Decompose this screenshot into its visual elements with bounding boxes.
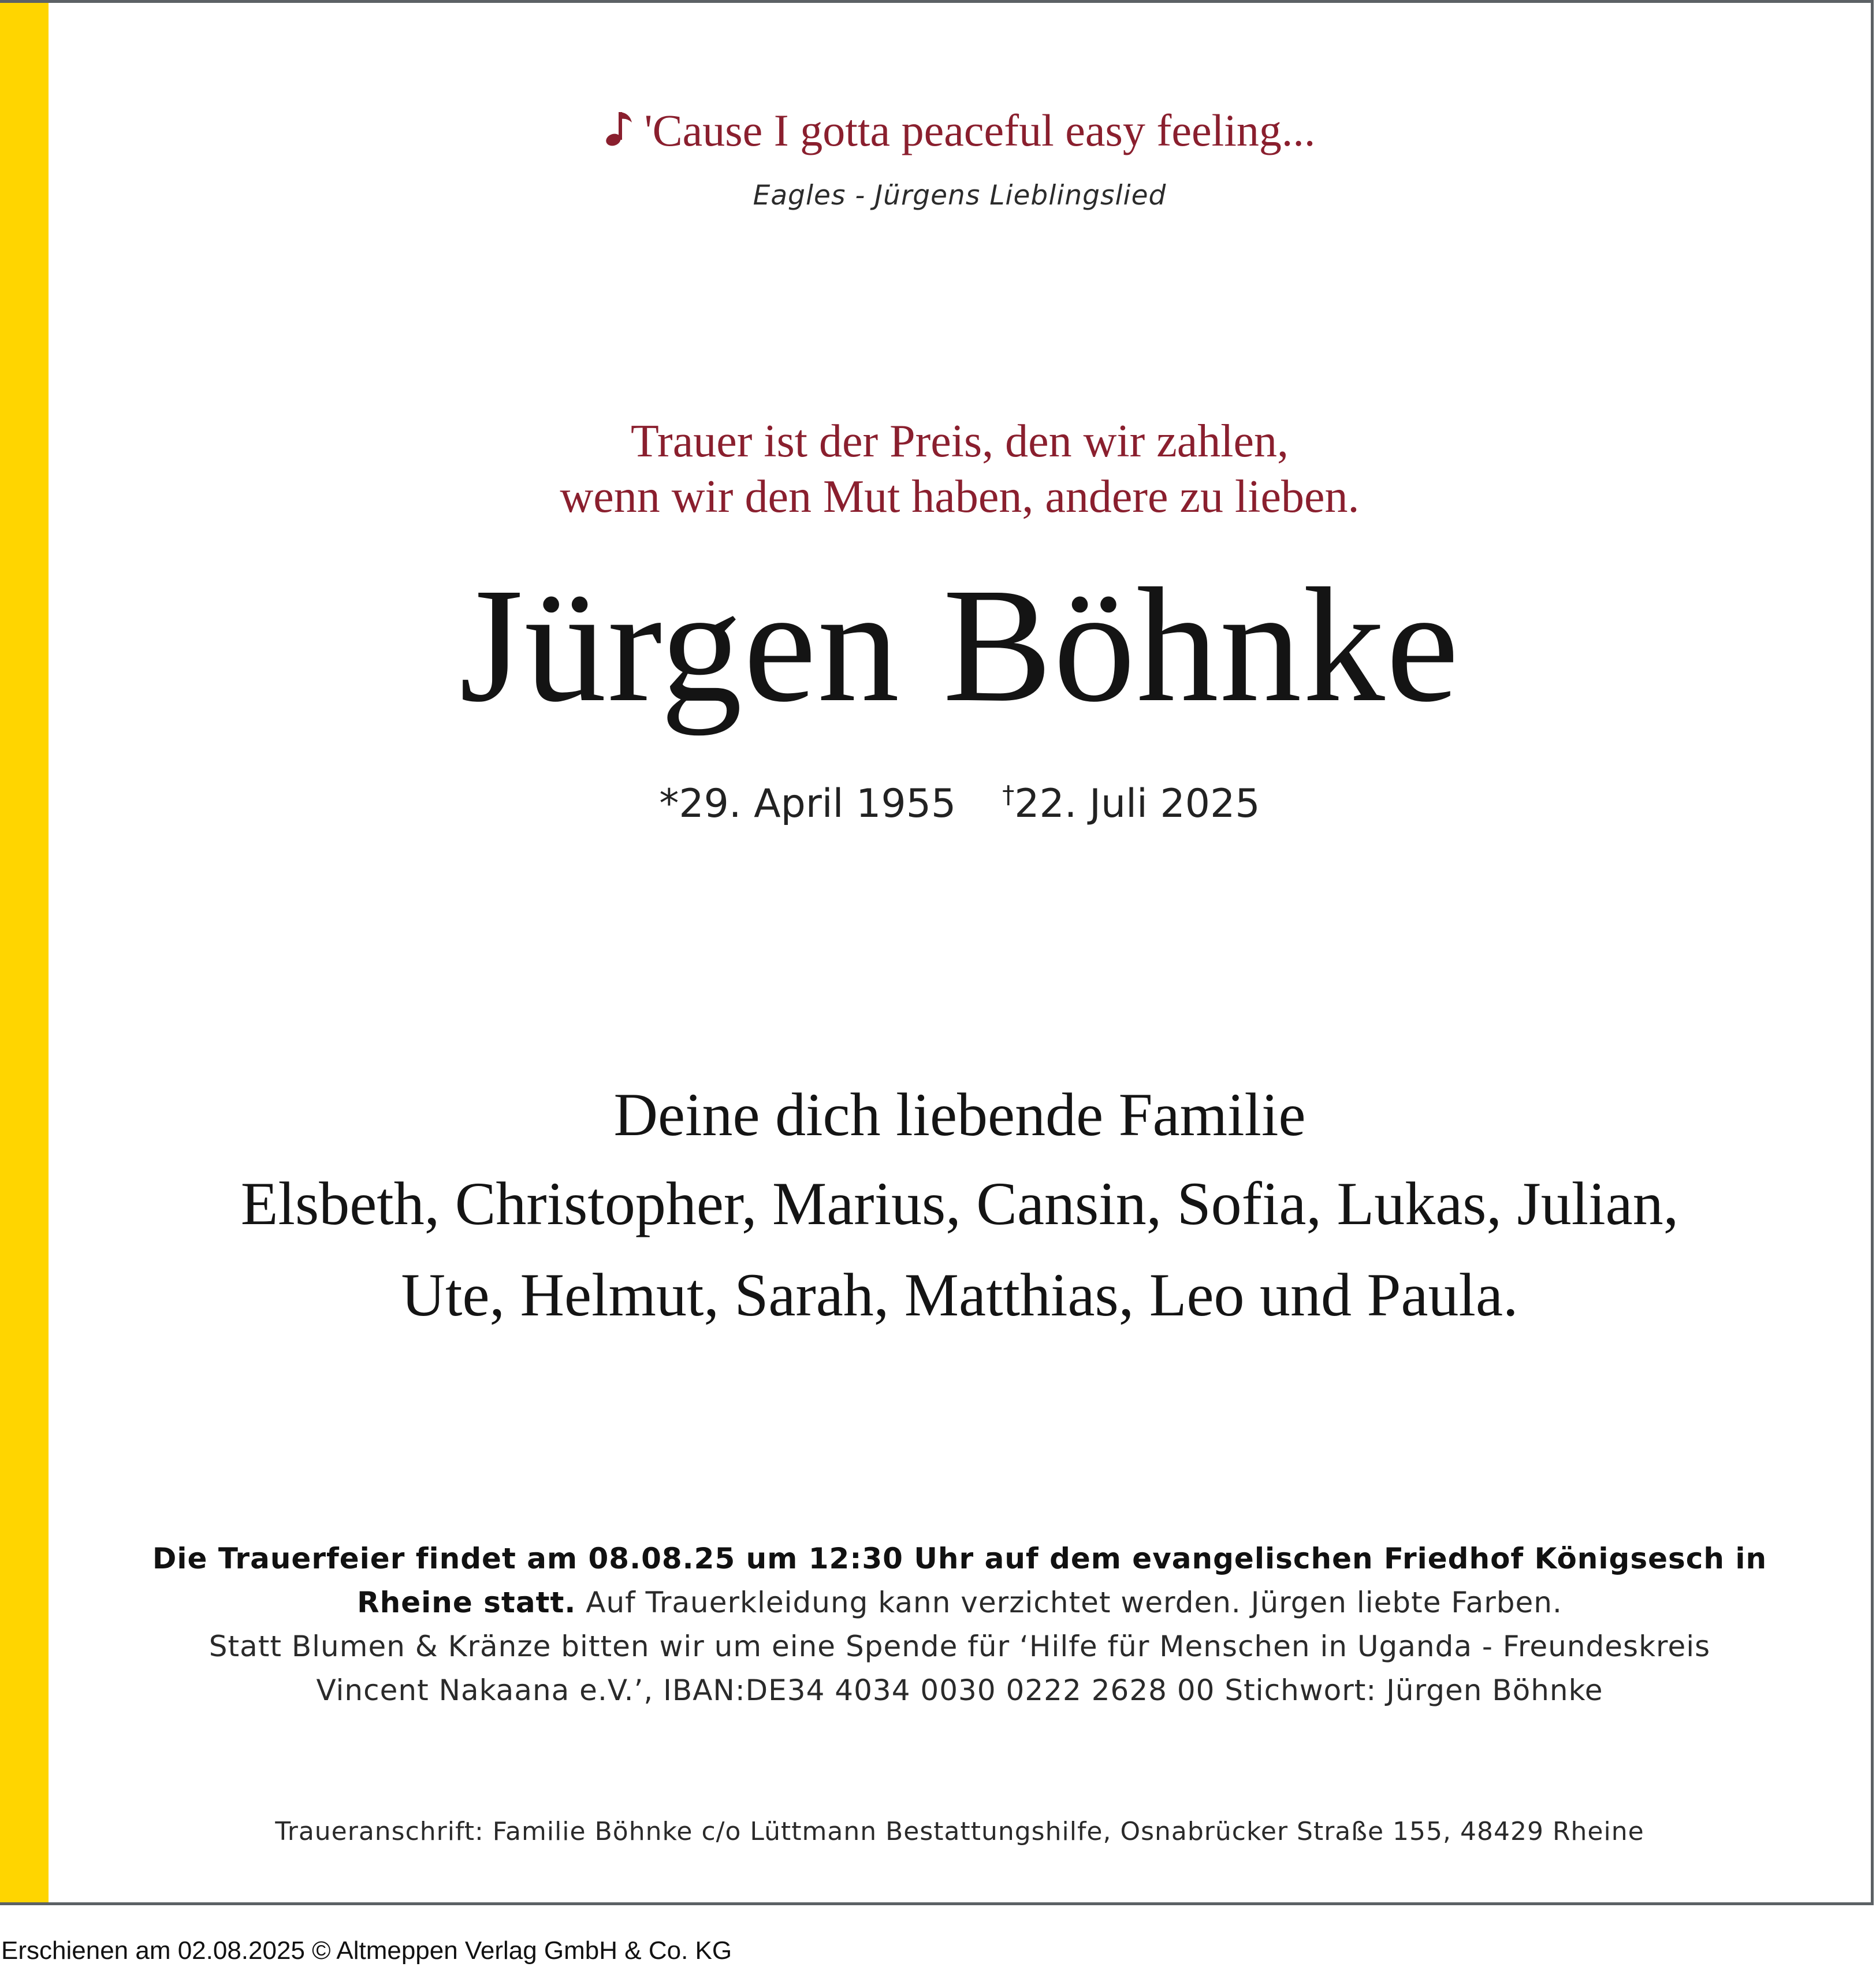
service-info-rest-2: Auf Trauerkleidung kann verzichtet werden. Jürgen liebte Farben. <box>576 1586 1562 1619</box>
service-info-line-2 <box>49 1586 1871 1619</box>
song-lyric-text: 'Cause I gotta peaceful easy feeling... <box>644 105 1316 155</box>
family-names-line-2: Ute, Helmut, Sarah, Matthias, Leo und Paula. <box>401 1261 1518 1329</box>
birth-date: 29. April 1955 <box>679 781 956 827</box>
donation-info-line-2: Vincent Nakaana e.V.’, IBAN:DE34 4034 0030 0222 2628 00 Stichwort: Jürgen Böhnke <box>316 1674 1603 1707</box>
death-symbol: † <box>1002 780 1015 809</box>
family-names-line-1: Elsbeth, Christopher, Marius, Cansin, Sofia, Lukas, Julian, <box>240 1170 1679 1237</box>
donation-info-line-1: Statt Blumen & Kränze bitten wir um eine Spende für ‘Hilfe für Menschen in Uganda - Freundeskreis <box>209 1630 1711 1663</box>
song-attribution: Eagles - Jürgens Lieblingslied <box>753 180 1167 211</box>
song-lyric <box>49 105 1871 157</box>
quote-line-2: wenn wir den Mut haben, andere zu lieben. <box>560 471 1360 522</box>
life-dates <box>49 780 1871 827</box>
service-info-bold-1: Die Trauerfeier findet am 08.08.25 um 12:30 Uhr auf dem evangelischen Friedhof Königsesch in <box>152 1542 1767 1575</box>
yellow-accent-bar <box>0 3 49 1902</box>
publication-footer: Erschienen am 02.08.2025 © Altmeppen Verlag GmbH & Co. KG <box>1 1936 732 1965</box>
service-info-line-1 <box>49 1542 1871 1575</box>
service-info-bold-2: Rheine statt. <box>357 1586 576 1619</box>
mourning-address: Traueranschrift: Familie Böhnke c/o Lüttmann Bestattungshilfe, Osnabrücker Straße 155, 48429 Rheine <box>275 1817 1644 1846</box>
quote-line-1: Trauer ist der Preis, den wir zahlen, <box>631 416 1289 467</box>
family-heading: Deine dich liebende Familie <box>613 1081 1306 1148</box>
death-date: 22. Juli 2025 <box>1014 781 1260 827</box>
birth-symbol: * <box>659 781 679 827</box>
deceased-name: Jürgen Böhnke <box>459 555 1460 736</box>
music-note-icon <box>604 107 634 148</box>
